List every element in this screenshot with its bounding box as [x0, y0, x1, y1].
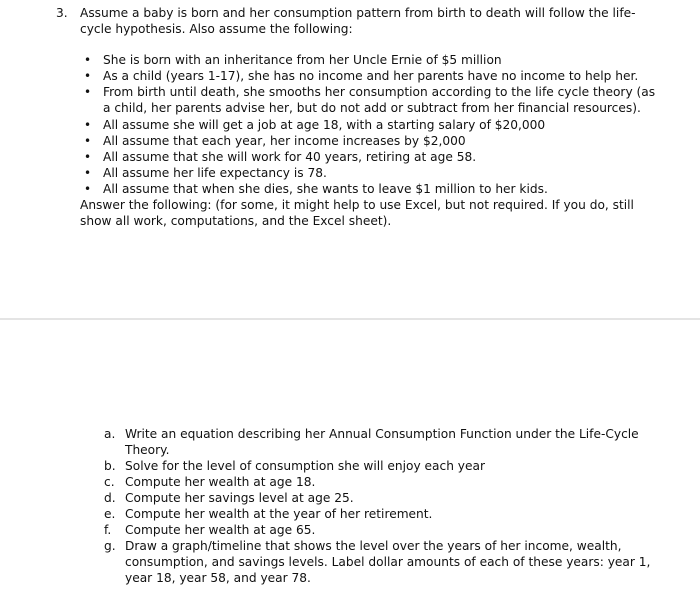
part-c-line-1: Compute her wealth at age 18. — [125, 475, 316, 489]
part-label-d: d. — [104, 491, 116, 505]
parts-block — [0, 320, 700, 602]
bullet-marker: • — [84, 118, 92, 132]
question-intro-line-2: cycle hypothesis. Also assume the following: — [80, 22, 353, 36]
bullet-marker: • — [84, 85, 92, 99]
part-g-line-2: consumption, and savings levels. Label dollar amounts of each of these years: year 1, — [125, 555, 651, 569]
part-e-line-1: Compute her wealth at the year of her retirement. — [125, 507, 433, 521]
part-label-c: c. — [104, 475, 115, 489]
part-label-e: e. — [104, 507, 116, 521]
bullet-item-life-expectancy: All assume her life expectancy is 78. — [103, 166, 327, 180]
part-label-b: b. — [104, 459, 116, 473]
part-label-g: g. — [104, 539, 116, 553]
bullet-item-income-increase: All assume that each year, her income increases by $2,000 — [103, 134, 466, 148]
question-number: 3. — [56, 6, 68, 20]
part-a-line-2: Theory. — [125, 443, 170, 457]
part-label-a: a. — [104, 427, 116, 441]
bullet-marker: • — [84, 69, 92, 83]
bullet-item-bequest: All assume that when she dies, she wants to leave $1 million to her kids. — [103, 182, 548, 196]
bullet-item-smoothing-line-2: a child, her parents advise her, but do not add or subtract from her financial resources). — [103, 101, 641, 115]
bullet-marker: • — [84, 53, 92, 67]
bullet-item-inheritance: She is born with an inheritance from her Uncle Ernie of $5 million — [103, 53, 502, 67]
question-intro-line-1: Assume a baby is born and her consumption pattern from birth to death will follow the life- — [80, 6, 636, 20]
part-label-f: f. — [104, 523, 112, 537]
bullet-marker: • — [84, 182, 92, 196]
part-b-line-1: Solve for the level of consumption she will enjoy each year — [125, 459, 485, 473]
part-d-line-1: Compute her savings level at age 25. — [125, 491, 354, 505]
part-g-line-1: Draw a graph/timeline that shows the level over the years of her income, wealth, — [125, 539, 622, 553]
bullet-marker: • — [84, 134, 92, 148]
bullet-marker: • — [84, 166, 92, 180]
part-a-line-1: Write an equation describing her Annual Consumption Function under the Life-Cycle — [125, 427, 639, 441]
answer-instructions-line-2: show all work, computations, and the Excel sheet). — [80, 214, 392, 228]
bullet-item-smoothing-line-1: From birth until death, she smooths her consumption according to the life cycle theory (as — [103, 85, 656, 99]
bullet-item-child-income: As a child (years 1-17), she has no income and her parents have no income to help her. — [103, 69, 639, 83]
answer-instructions-line-1: Answer the following: (for some, it might help to use Excel, but not required. If you do, still — [80, 198, 634, 212]
part-f-line-1: Compute her wealth at age 65. — [125, 523, 316, 537]
bullet-item-job-start: All assume she will get a job at age 18, with a starting salary of $20,000 — [103, 118, 546, 132]
bullet-item-work-years: All assume that she will work for 40 years, retiring at age 58. — [103, 150, 477, 164]
part-g-line-3: year 18, year 58, and year 78. — [125, 571, 311, 585]
bullet-marker: • — [84, 150, 92, 164]
